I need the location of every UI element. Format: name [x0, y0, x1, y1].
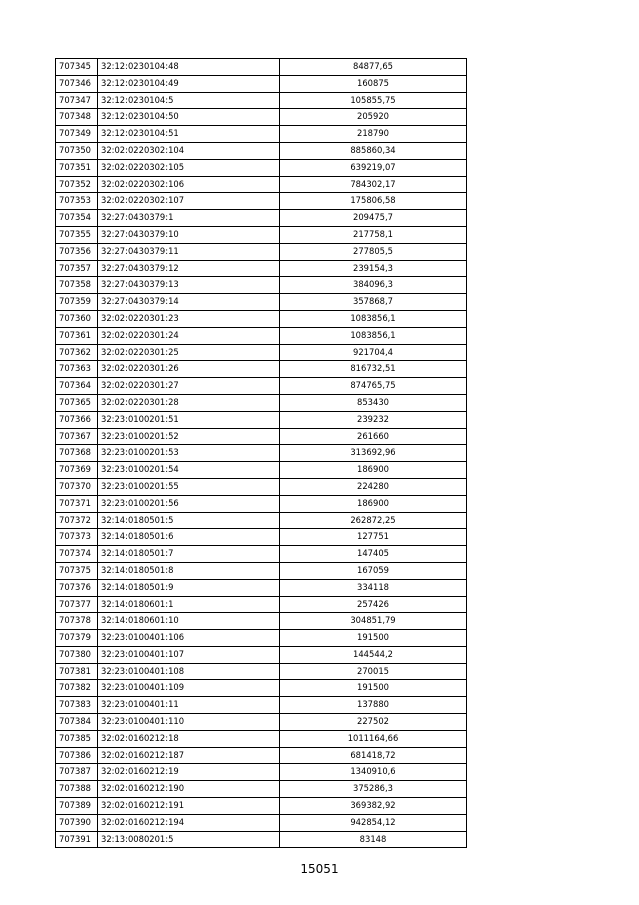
value-cell: 784302,17	[280, 176, 467, 193]
table-row	[56, 747, 467, 764]
table-row	[56, 126, 467, 143]
cadastral-number-cell: 32:13:0080201:5	[98, 831, 280, 848]
row-id-cell: 707391	[56, 831, 98, 848]
table-row	[56, 478, 467, 495]
value-cell: 639219,07	[280, 159, 467, 176]
cadastral-number-cell: 32:23:0100401:109	[98, 680, 280, 697]
value-cell: 853430	[280, 394, 467, 411]
row-id-cell: 707390	[56, 814, 98, 831]
value-cell: 334118	[280, 579, 467, 596]
cadastral-number-cell: 32:02:0220302:104	[98, 142, 280, 159]
cadastral-number-cell: 32:27:0430379:12	[98, 260, 280, 277]
row-id-cell: 707378	[56, 613, 98, 630]
row-id-cell: 707376	[56, 579, 98, 596]
value-cell: 681418,72	[280, 747, 467, 764]
cadastral-number-cell: 32:23:0100201:56	[98, 495, 280, 512]
value-cell: 137880	[280, 697, 467, 714]
row-id-cell: 707381	[56, 663, 98, 680]
value-cell: 239232	[280, 411, 467, 428]
cadastral-number-cell: 32:12:0230104:5	[98, 92, 280, 109]
row-id-cell: 707364	[56, 378, 98, 395]
cadastral-number-cell: 32:12:0230104:50	[98, 109, 280, 126]
cadastral-number-cell: 32:02:0220301:27	[98, 378, 280, 395]
value-cell: 357868,7	[280, 294, 467, 311]
table-row	[56, 411, 467, 428]
value-cell: 369382,92	[280, 798, 467, 815]
cadastral-number-cell: 32:02:0220301:24	[98, 327, 280, 344]
row-id-cell: 707361	[56, 327, 98, 344]
table-row	[56, 781, 467, 798]
row-id-cell: 707350	[56, 142, 98, 159]
value-cell: 257426	[280, 596, 467, 613]
cadastral-number-cell: 32:02:0220302:105	[98, 159, 280, 176]
value-cell: 83148	[280, 831, 467, 848]
value-cell: 885860,34	[280, 142, 467, 159]
value-cell: 1011164,66	[280, 730, 467, 747]
table-row	[56, 327, 467, 344]
cadastral-number-cell: 32:02:0160212:187	[98, 747, 280, 764]
row-id-cell: 707353	[56, 193, 98, 210]
table-row	[56, 814, 467, 831]
value-cell: 167059	[280, 562, 467, 579]
table-row	[56, 562, 467, 579]
row-id-cell: 707383	[56, 697, 98, 714]
row-id-cell: 707355	[56, 226, 98, 243]
value-cell: 217758,1	[280, 226, 467, 243]
table-row	[56, 798, 467, 815]
table-row	[56, 394, 467, 411]
table-row	[56, 495, 467, 512]
value-cell: 218790	[280, 126, 467, 143]
value-cell: 127751	[280, 529, 467, 546]
cadastral-number-cell: 32:02:0160212:194	[98, 814, 280, 831]
value-cell: 1083856,1	[280, 310, 467, 327]
value-cell: 277805,5	[280, 243, 467, 260]
table-row	[56, 428, 467, 445]
row-id-cell: 707368	[56, 445, 98, 462]
row-id-cell: 707384	[56, 714, 98, 731]
row-id-cell: 707352	[56, 176, 98, 193]
table-row	[56, 680, 467, 697]
table-row	[56, 310, 467, 327]
cadastral-number-cell: 32:23:0100201:53	[98, 445, 280, 462]
row-id-cell: 707385	[56, 730, 98, 747]
table-row	[56, 260, 467, 277]
table-row	[56, 344, 467, 361]
value-cell: 816732,51	[280, 361, 467, 378]
table-row	[56, 210, 467, 227]
table-row	[56, 142, 467, 159]
row-id-cell: 707354	[56, 210, 98, 227]
cadastral-number-cell: 32:02:0160212:190	[98, 781, 280, 798]
table-row	[56, 613, 467, 630]
cadastral-number-cell: 32:23:0100401:106	[98, 630, 280, 647]
cadastral-number-cell: 32:23:0100201:55	[98, 478, 280, 495]
table-row	[56, 361, 467, 378]
row-id-cell: 707358	[56, 277, 98, 294]
value-cell: 147405	[280, 546, 467, 563]
row-id-cell: 707356	[56, 243, 98, 260]
value-cell: 191500	[280, 680, 467, 697]
value-cell: 175806,58	[280, 193, 467, 210]
cadastral-number-cell: 32:02:0220301:28	[98, 394, 280, 411]
value-cell: 160875	[280, 75, 467, 92]
cadastral-number-cell: 32:14:0180501:7	[98, 546, 280, 563]
table-row	[56, 730, 467, 747]
table-body	[56, 59, 467, 848]
cadastral-number-cell: 32:02:0220302:106	[98, 176, 280, 193]
table-row	[56, 714, 467, 731]
row-id-cell: 707382	[56, 680, 98, 697]
value-cell: 375286,3	[280, 781, 467, 798]
cadastral-number-cell: 32:12:0230104:49	[98, 75, 280, 92]
cadastral-number-cell: 32:02:0220302:107	[98, 193, 280, 210]
row-id-cell: 707367	[56, 428, 98, 445]
row-id-cell: 707373	[56, 529, 98, 546]
table-row	[56, 546, 467, 563]
table-row	[56, 579, 467, 596]
table-row	[56, 596, 467, 613]
row-id-cell: 707380	[56, 646, 98, 663]
value-cell: 205920	[280, 109, 467, 126]
cadastral-number-cell: 32:27:0430379:13	[98, 277, 280, 294]
cadastral-number-cell: 32:23:0100401:11	[98, 697, 280, 714]
row-id-cell: 707363	[56, 361, 98, 378]
table-row	[56, 294, 467, 311]
cadastral-number-cell: 32:27:0430379:1	[98, 210, 280, 227]
table-row	[56, 529, 467, 546]
row-id-cell: 707346	[56, 75, 98, 92]
value-cell: 144544,2	[280, 646, 467, 663]
cadastral-number-cell: 32:23:0100201:52	[98, 428, 280, 445]
cadastral-number-cell: 32:02:0220301:26	[98, 361, 280, 378]
cadastral-number-cell: 32:14:0180501:8	[98, 562, 280, 579]
table-row	[56, 697, 467, 714]
table-row	[56, 646, 467, 663]
row-id-cell: 707348	[56, 109, 98, 126]
table-row	[56, 277, 467, 294]
row-id-cell: 707345	[56, 59, 98, 76]
table-row	[56, 630, 467, 647]
cadastral-number-cell: 32:27:0430379:11	[98, 243, 280, 260]
table-row	[56, 59, 467, 76]
value-cell: 239154,3	[280, 260, 467, 277]
row-id-cell: 707366	[56, 411, 98, 428]
table-row	[56, 193, 467, 210]
row-id-cell: 707360	[56, 310, 98, 327]
value-cell: 1083856,1	[280, 327, 467, 344]
cadastral-number-cell: 32:14:0180501:5	[98, 512, 280, 529]
row-id-cell: 707369	[56, 462, 98, 479]
value-cell: 261660	[280, 428, 467, 445]
table-row	[56, 831, 467, 848]
table-row	[56, 663, 467, 680]
row-id-cell: 707347	[56, 92, 98, 109]
value-cell: 921704,4	[280, 344, 467, 361]
value-cell: 191500	[280, 630, 467, 647]
value-cell: 262872,25	[280, 512, 467, 529]
table-row	[56, 243, 467, 260]
row-id-cell: 707389	[56, 798, 98, 815]
row-id-cell: 707387	[56, 764, 98, 781]
value-cell: 209475,7	[280, 210, 467, 227]
cadastral-number-cell: 32:14:0180501:9	[98, 579, 280, 596]
row-id-cell: 707362	[56, 344, 98, 361]
table-row	[56, 226, 467, 243]
cadastral-number-cell: 32:27:0430379:14	[98, 294, 280, 311]
cadastral-number-cell: 32:02:0220301:25	[98, 344, 280, 361]
table-row	[56, 159, 467, 176]
table-row	[56, 378, 467, 395]
page-number: 15051	[300, 862, 339, 876]
table-row	[56, 462, 467, 479]
value-cell: 304851,79	[280, 613, 467, 630]
cadastral-number-cell: 32:02:0160212:191	[98, 798, 280, 815]
cadastral-number-cell: 32:27:0430379:10	[98, 226, 280, 243]
table-row	[56, 445, 467, 462]
table-row	[56, 75, 467, 92]
value-cell: 1340910,6	[280, 764, 467, 781]
cadastral-number-cell: 32:02:0160212:18	[98, 730, 280, 747]
cadastral-number-cell: 32:02:0160212:19	[98, 764, 280, 781]
value-cell: 186900	[280, 495, 467, 512]
value-cell: 384096,3	[280, 277, 467, 294]
value-cell: 105855,75	[280, 92, 467, 109]
cadastral-number-cell: 32:14:0180601:1	[98, 596, 280, 613]
value-cell: 313692,96	[280, 445, 467, 462]
value-cell: 84877,65	[280, 59, 467, 76]
cadastral-number-cell: 32:23:0100201:54	[98, 462, 280, 479]
row-id-cell: 707372	[56, 512, 98, 529]
value-cell: 270015	[280, 663, 467, 680]
cadastral-number-cell: 32:23:0100201:51	[98, 411, 280, 428]
cadastral-number-cell: 32:12:0230104:48	[98, 59, 280, 76]
cadastral-number-cell: 32:23:0100401:110	[98, 714, 280, 731]
table-row	[56, 92, 467, 109]
value-cell: 224280	[280, 478, 467, 495]
row-id-cell: 707388	[56, 781, 98, 798]
cadastral-number-cell: 32:14:0180501:6	[98, 529, 280, 546]
row-id-cell: 707379	[56, 630, 98, 647]
cadastral-value-table	[55, 58, 467, 848]
row-id-cell: 707371	[56, 495, 98, 512]
row-id-cell: 707365	[56, 394, 98, 411]
row-id-cell: 707375	[56, 562, 98, 579]
row-id-cell: 707370	[56, 478, 98, 495]
cadastral-number-cell: 32:23:0100401:107	[98, 646, 280, 663]
cadastral-number-cell: 32:23:0100401:108	[98, 663, 280, 680]
value-cell: 227502	[280, 714, 467, 731]
row-id-cell: 707386	[56, 747, 98, 764]
row-id-cell: 707349	[56, 126, 98, 143]
value-cell: 942854,12	[280, 814, 467, 831]
row-id-cell: 707377	[56, 596, 98, 613]
table-row	[56, 176, 467, 193]
cadastral-number-cell: 32:14:0180601:10	[98, 613, 280, 630]
table-row	[56, 512, 467, 529]
cadastral-number-cell: 32:02:0220301:23	[98, 310, 280, 327]
table-row	[56, 109, 467, 126]
value-cell: 874765,75	[280, 378, 467, 395]
row-id-cell: 707357	[56, 260, 98, 277]
row-id-cell: 707351	[56, 159, 98, 176]
value-cell: 186900	[280, 462, 467, 479]
table-row	[56, 764, 467, 781]
row-id-cell: 707374	[56, 546, 98, 563]
row-id-cell: 707359	[56, 294, 98, 311]
cadastral-number-cell: 32:12:0230104:51	[98, 126, 280, 143]
